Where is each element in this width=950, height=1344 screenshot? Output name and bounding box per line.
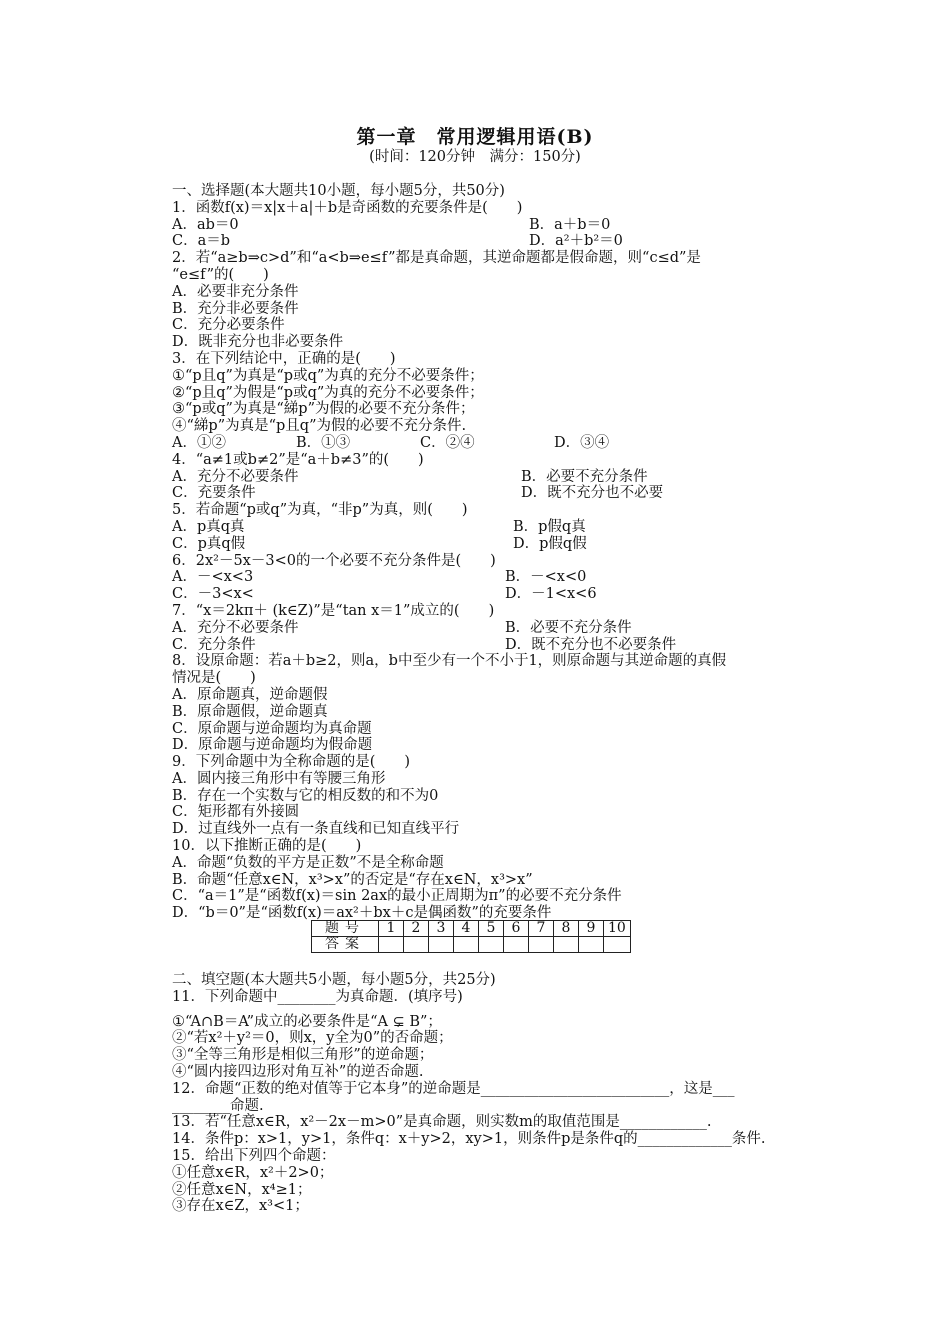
option-a: A．ab＝0 [172,216,239,233]
option-a: A．圆内接三角形中有等腰三角形 [172,770,386,787]
section-heading: 二、填空题(本大题共5小题，每小题5分，共25分) [172,972,496,988]
option-d: D．既不充分也不必要条件 [505,636,677,653]
question-2-stem-cont: “e≤f”的( ) [172,266,269,283]
option-b: B．必要不充分条件 [521,468,648,485]
option-d: D．原命题与逆命题均为假命题 [172,737,373,754]
option-b: B．a＋b＝0 [529,216,611,233]
section-heading: 一、选择题(本大题共10小题，每小题5分，共50分) [172,183,505,199]
answer-table-answer-row [312,937,631,953]
option-b: B．①③ [296,434,351,451]
page-subtitle: (时间：120分钟 满分：150分) [369,149,581,165]
question-1-stem: 1．函数f(x)＝x|x＋a|＋b是奇函数的充要条件是( ) [172,199,523,216]
question-6-options-cd [172,586,822,603]
statement-3: ③存在x∈Z，x³<1； [172,1198,309,1215]
option-a: A．原命题真，逆命题假 [172,686,328,703]
option-d: D．既非充分也非必要条件 [172,334,344,351]
question-4-stem: 4．“a≠1或b≠2”是“a＋b≠3”的( ) [172,451,424,468]
table-number-cell: 3 [429,921,454,937]
answer-cell[interactable] [454,937,479,953]
question-2-stem: 2．若“a≥b⇒c>d”和“a<b⇒e≤f”都是真命题，其逆命题都是假命题，则“c≤d”是 [172,250,701,267]
table-number-cell: 4 [454,921,479,937]
option-b: B．p假q真 [513,518,586,535]
option-c: C．a＝b [172,233,231,250]
statement-4: ④“綈p”为真是“p且q”为假的必要不充分条件. [172,418,467,435]
option-d: D．“b＝0”是“函数f(x)＝ax²＋bx＋c是偶函数”的充要条件 [172,905,552,922]
statement-2: ②任意x∈N，x⁴≥1； [172,1181,312,1198]
question-4-options-cd [172,485,822,502]
option-c: C．充分条件 [172,636,256,653]
table-number-cell: 8 [554,921,579,937]
option-d: D．既不充分也不必要 [521,485,664,502]
statement-3: ③“p或q”为真是“綈p”为假的必要不充分条件； [172,401,475,418]
question-9-stem: 9．下列命题中为全称命题的是( ) [172,754,411,771]
option-c: C．p真q假 [172,535,246,552]
option-a: A．必要非充分条件 [172,283,299,300]
option-d: D．－1<x<6 [505,586,597,603]
spacer [172,1006,822,1014]
question-1-options-ab [172,217,822,234]
table-number-cell: 7 [529,921,554,937]
option-c: C．矩形都有外接圆 [172,804,300,821]
option-c: C．“a＝1”是“函数f(x)＝sin 2ax的最小正周期为π”的必要不充分条件 [172,888,622,905]
answer-cell[interactable] [529,937,554,953]
question-8-stem-cont: 情况是( ) [172,670,256,687]
option-b: B．－<x<0 [505,569,587,586]
statement-4: ④“圆内接四边形对角互补”的逆否命题. [172,1063,424,1080]
table-number-cell: 5 [479,921,504,937]
option-c: C．充分必要条件 [172,317,285,334]
question-5-options-ab [172,519,822,536]
question-5-stem: 5．若命题“p或q”为真，“非p”为真，则( ) [172,502,468,519]
table-label-answer: 答案 [312,937,379,953]
statement-2: ②“p且q”为假是“p或q”为真的充分不必要条件； [172,384,484,401]
answer-table [311,920,631,953]
option-b: B．充分非必要条件 [172,300,299,317]
answer-cell[interactable] [604,937,631,953]
option-a: A．①② [172,434,226,451]
statement-1: ①“A∩B＝A”成立的必要条件是“A ⊊ B”； [172,1013,442,1030]
table-number-cell: 9 [579,921,604,937]
question-7-options-ab [172,620,822,637]
question-14-stem: 14．条件p：x>1，y>1，条件q：x＋y>2，xy>1，则条件p是条件q的_____________条件. [172,1131,766,1148]
section-fill-in [172,972,822,1215]
option-c: C．②④ [420,434,475,451]
question-6-stem: 6．2x²－5x－3<0的一个必要不充分条件是( ) [172,552,496,569]
question-7-stem: 7．“x＝2kπ＋ (k∈Z)”是“tan x＝1”成立的( ) [172,602,495,619]
answer-cell[interactable] [554,937,579,953]
question-11-stem: 11．下列命题中________为真命题．(填序号) [172,988,463,1005]
question-1-options-cd [172,233,822,250]
question-8-stem: 8．设原命题：若a＋b≥2，则a，b中至少有一个不小于1，则原命题与其逆命题的真假 [172,653,727,670]
answer-cell[interactable] [504,937,529,953]
option-b: B．必要不充分条件 [505,619,632,636]
question-5-options-cd [172,536,822,553]
question-13-stem: 13．若“任意x∈R，x²－2x－m>0”是真命题，则实数m的取值范围是____________. [172,1114,712,1131]
section-multiple-choice [172,183,822,922]
option-a: A．p真q真 [172,518,245,535]
question-12-stem-cont: ________命题. [172,1097,264,1114]
answer-cell[interactable] [379,937,404,953]
option-d: D．③④ [554,434,610,451]
option-c: C．原命题与逆命题均为真命题 [172,720,372,737]
question-12-stem: 12．命题“正数的绝对值等于它本身”的逆命题是__________________________，这是___ [172,1080,735,1097]
statement-1: ①任意x∈R，x²＋2>0； [172,1164,334,1181]
option-d: D．p假q假 [513,535,587,552]
answer-cell[interactable] [404,937,429,953]
statement-3: ③“全等三角形是相似三角形”的逆命题； [172,1047,434,1064]
option-b: B．命题“任意x∈N，x³>x”的否定是“存在x∈N，x³>x” [172,871,533,888]
option-d: D．a²＋b²＝0 [529,233,623,250]
table-number-cell: 2 [404,921,429,937]
question-3-options [172,435,822,452]
page-title: 第一章 常用逻辑用语(B) [356,126,594,148]
option-a: A．命题“负数的平方是正数”不是全称命题 [172,854,444,871]
option-b: B．存在一个实数与它的相反数的和不为0 [172,787,439,804]
option-c: C．－3<x< [172,586,254,603]
question-10-stem: 10．以下推断正确的是( ) [172,838,362,855]
answer-table-number-row [312,921,631,937]
question-6-options-ab [172,569,822,586]
option-a: A．充分不必要条件 [172,468,299,485]
table-label-number: 题号 [312,921,379,937]
option-b: B．原命题假，逆命题真 [172,703,328,720]
table-number-cell: 6 [504,921,529,937]
question-15-stem: 15．给出下列四个命题： [172,1147,336,1164]
statement-2: ②“若x²＋y²＝0，则x，y全为0”的否命题； [172,1030,453,1047]
option-a: A．－<x<3 [172,569,254,586]
option-a: A．充分不必要条件 [172,619,299,636]
answer-cell[interactable] [479,937,504,953]
statement-1: ①“p且q”为真是“p或q”为真的充分不必要条件； [172,367,484,384]
table-number-cell: 10 [604,921,631,937]
option-d: D．过直线外一点有一条直线和已知直线平行 [172,821,460,838]
question-7-options-cd [172,637,822,654]
option-c: C．充要条件 [172,485,256,502]
answer-cell[interactable] [429,937,454,953]
answer-cell[interactable] [579,937,604,953]
table-number-cell: 1 [379,921,404,937]
question-4-options-ab [172,469,822,486]
question-3-stem: 3．在下列结论中，正确的是( ) [172,350,396,367]
